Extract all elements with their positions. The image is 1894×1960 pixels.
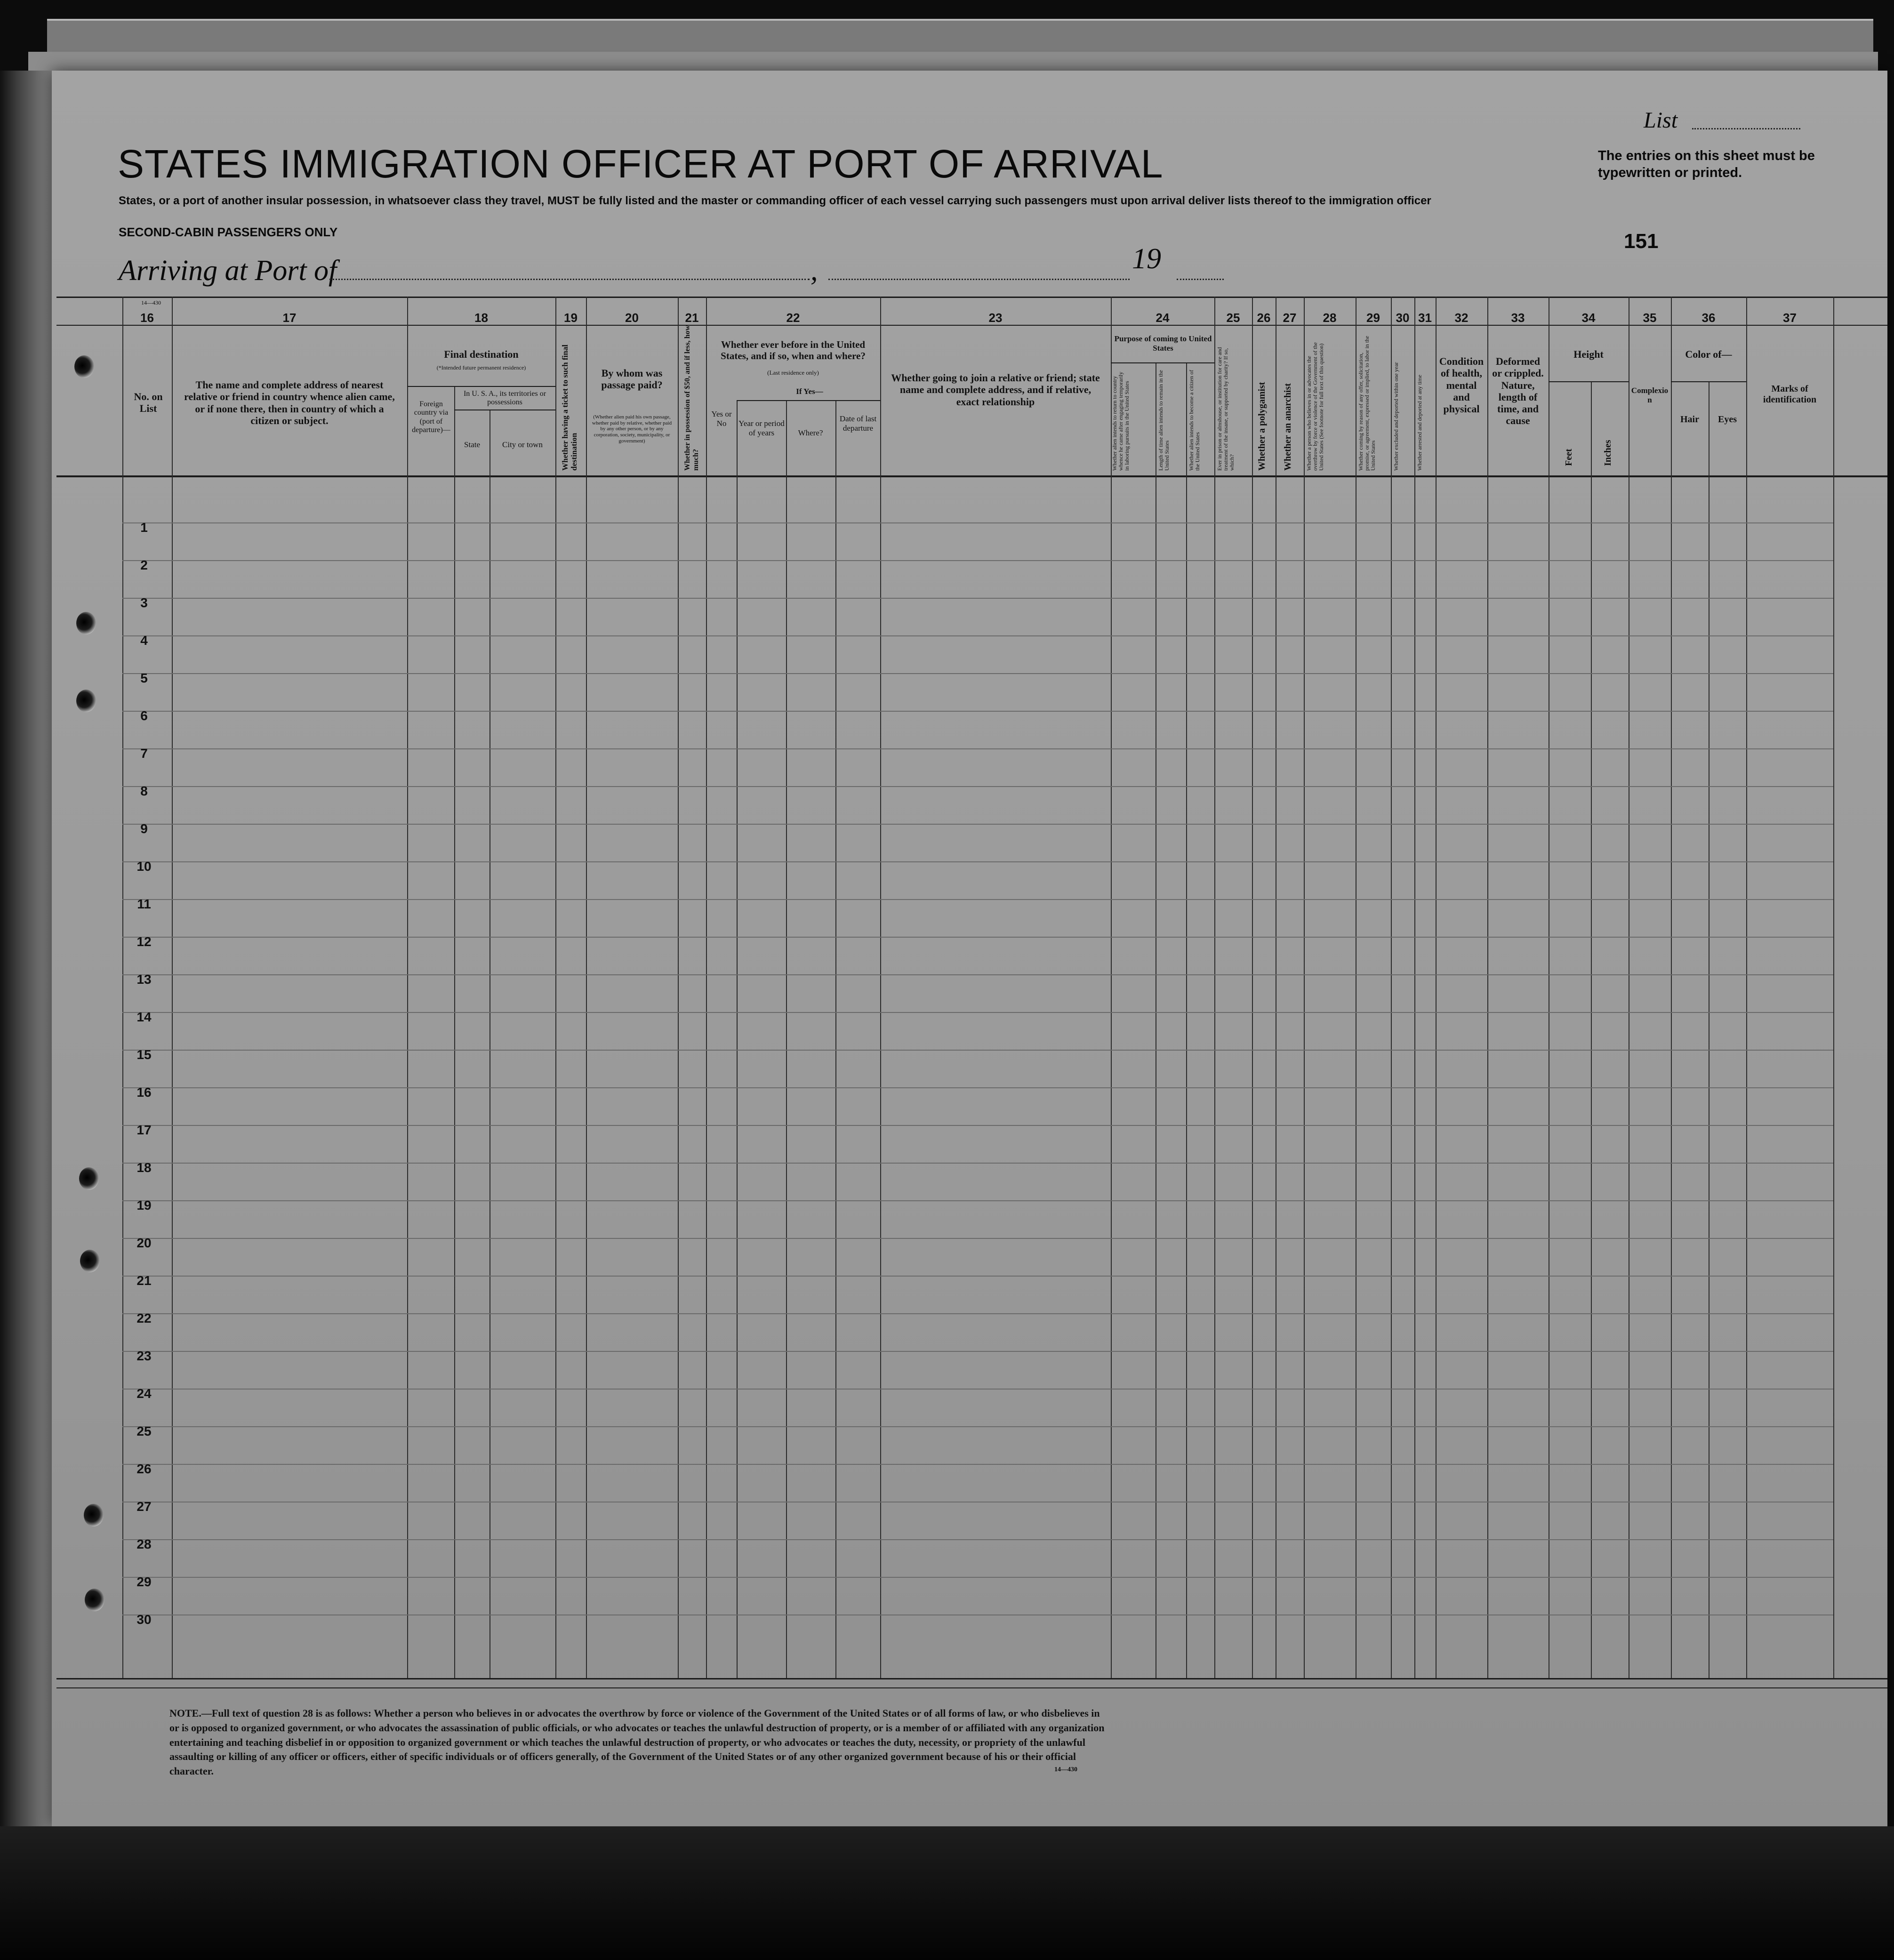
header-passage-paid: By whom was passage paid? xyxy=(601,367,663,391)
col-divider xyxy=(786,400,787,1678)
row-number: 8 xyxy=(140,784,148,798)
row-number: 28 xyxy=(136,1537,152,1551)
header-passage-paid-note: (Whether alien paid his own passage, whether paid by relative, whether paid by any other person, or by any corporation, society, municipality, or government) xyxy=(592,414,672,444)
header-city: City or town xyxy=(502,440,543,449)
col-divider xyxy=(737,400,738,1678)
header-overthrow: Whether a person who believes in or advocates the overthrow by force or violence of the Government of the United States (See footnote for full text of this question) xyxy=(1306,342,1325,471)
row-line xyxy=(122,1577,1833,1578)
header-health: Condition of health, mental and physical xyxy=(1439,355,1484,415)
row-line xyxy=(122,1464,1833,1465)
row-line xyxy=(122,1200,1833,1201)
header-feet: Feet xyxy=(1564,449,1574,466)
date-field[interactable] xyxy=(828,279,1130,280)
col-divider xyxy=(172,297,173,1678)
row-number: 19 xyxy=(136,1198,152,1213)
header-eyes: Eyes xyxy=(1718,414,1737,425)
form-mark-top: 14—430 xyxy=(141,299,161,306)
header-join-relative: Whether going to join a relative or friend; state name and complete address, and if relative, exact relationship xyxy=(891,372,1100,408)
col-divider xyxy=(1111,297,1112,1678)
entries-note: The entries on this sheet must be typewritten or printed. xyxy=(1598,148,1815,181)
row-number: 10 xyxy=(136,859,152,874)
column-number: 24 xyxy=(1156,311,1170,325)
row-line xyxy=(122,1050,1833,1051)
header-last-residence: (Last residence only) xyxy=(767,369,819,376)
header-yes-no: Yes or No xyxy=(711,410,732,428)
punch-hole xyxy=(80,1250,100,1272)
header-height: Height xyxy=(1573,348,1604,360)
row-line xyxy=(122,1125,1833,1126)
header-complexion: Complexion xyxy=(1631,386,1669,404)
column-number: 37 xyxy=(1783,311,1797,325)
header-years: Year or period of years xyxy=(738,419,785,437)
list-number-field xyxy=(1692,128,1800,129)
column-number: 25 xyxy=(1226,311,1240,325)
row-line xyxy=(122,974,1833,975)
row-number: 17 xyxy=(136,1123,152,1137)
column-number: 16 xyxy=(140,311,154,325)
header-anarchist: Whether an anarchist xyxy=(1283,383,1293,471)
header-inches: Inches xyxy=(1603,440,1613,466)
column-number: 28 xyxy=(1323,311,1337,325)
row-number: 5 xyxy=(140,671,148,685)
header-deformed: Deformed or crippled. Nature, length of time, and cause xyxy=(1492,355,1544,427)
arriving-label: Arriving at Port of xyxy=(119,255,337,287)
column-number: 23 xyxy=(988,311,1003,325)
row-line xyxy=(122,1238,1833,1239)
punch-hole xyxy=(85,1589,104,1611)
row-number: 15 xyxy=(136,1047,152,1062)
year-prefix: 19 xyxy=(1132,243,1161,275)
punch-hole xyxy=(84,1504,104,1526)
column-number: 17 xyxy=(282,311,297,325)
row-line xyxy=(122,1012,1833,1013)
row-number: 30 xyxy=(136,1612,152,1627)
row-line xyxy=(122,786,1833,787)
table-top-line xyxy=(56,297,1887,298)
col-divider xyxy=(678,297,679,1678)
header-last-departure: Date of last departure xyxy=(839,414,877,433)
row-number: 3 xyxy=(140,595,148,610)
row-line xyxy=(122,560,1833,561)
col-divider xyxy=(1436,297,1437,1678)
row-number: 4 xyxy=(140,633,148,648)
subheader-line xyxy=(1111,362,1214,363)
col-divider xyxy=(1214,297,1215,1678)
header-possession-50: Whether in possession of $50, and if less, how much? xyxy=(683,325,700,471)
header-excluded: Whether excluded and deported within one year xyxy=(1393,362,1399,471)
header-arrested: Whether arrested and deported at any time xyxy=(1416,375,1423,471)
row-line xyxy=(122,748,1833,749)
row-line xyxy=(122,635,1833,636)
header-prison: Ever in prison or almshouse, or institution for care and treatment of the insane, or supported by charity? If so, which? xyxy=(1216,347,1236,471)
column-number: 36 xyxy=(1701,311,1716,325)
header-color-of: Color of— xyxy=(1685,348,1732,360)
row-number: 23 xyxy=(136,1349,152,1363)
row-number: 24 xyxy=(136,1386,152,1401)
instruction-line: States, or a port of another insular possession, in whatsoever class they travel, MUST be fully listed and the master or commanding officer of each vessel carrying such passengers must upon arrival deliver lists thereof to the immigration officer xyxy=(119,194,1431,207)
row-line xyxy=(122,598,1833,599)
column-number: 34 xyxy=(1581,311,1596,325)
footer-line xyxy=(56,1687,1887,1688)
column-number: 22 xyxy=(786,311,800,325)
page-title: STATES IMMIGRATION OFFICER AT PORT OF ARRIVAL xyxy=(118,142,1164,186)
list-label: List xyxy=(1644,108,1678,133)
header-offer-labor: Whether coming by reason of any offer, solicitation, promise, or agreement, expressed or implied, to labor in the United States xyxy=(1357,336,1377,471)
col-divider xyxy=(586,297,587,1678)
header-state: State xyxy=(464,440,480,449)
header-ever-before: Whether ever before in the United States, and if so, when and where? xyxy=(721,339,866,362)
col-divider xyxy=(1304,297,1305,1678)
col-divider xyxy=(555,297,556,1678)
punch-hole xyxy=(74,355,94,378)
subheader-line xyxy=(407,386,555,387)
punch-hole xyxy=(76,690,96,712)
column-number: 27 xyxy=(1283,311,1297,325)
header-usa: In U. S. A., its territories or possessions xyxy=(463,390,546,407)
punch-hole xyxy=(76,612,96,635)
column-number: 33 xyxy=(1511,311,1525,325)
row-number: 18 xyxy=(136,1160,152,1175)
year-field[interactable] xyxy=(1177,279,1224,280)
header-where: Where? xyxy=(798,428,823,437)
subheader-line xyxy=(737,400,880,401)
header-hair: Hair xyxy=(1680,414,1699,425)
row-line xyxy=(122,937,1833,938)
col-divider xyxy=(1414,297,1415,1678)
row-number: 14 xyxy=(136,1010,152,1024)
col-divider xyxy=(454,386,455,1678)
header-polygamist: Whether a polygamist xyxy=(1257,382,1267,471)
header-marks: Marks of identification xyxy=(1763,384,1817,405)
form-mark: 14—430 xyxy=(1054,1766,1077,1773)
header-purpose-length: Length of time alien intends to remain in the United States xyxy=(1157,370,1171,471)
col-divider xyxy=(1591,381,1592,1678)
column-number: 18 xyxy=(474,311,488,325)
column-number: 29 xyxy=(1366,311,1380,325)
row-number: 2 xyxy=(140,558,148,572)
col-divider xyxy=(1487,297,1488,1678)
row-number: 16 xyxy=(136,1085,152,1100)
sheet-number: 151 xyxy=(1624,230,1659,253)
header-foreign-country: Foreign country via (port of departure)— xyxy=(412,400,450,434)
col-divider xyxy=(122,297,123,1678)
row-line xyxy=(122,1276,1833,1277)
header-purpose: Purpose of coming to United States xyxy=(1114,334,1212,353)
subheader-line xyxy=(1671,381,1746,382)
col-divider xyxy=(1252,297,1253,1678)
col-divider xyxy=(706,297,707,1678)
row-line xyxy=(122,1539,1833,1540)
header-if-yes: If Yes— xyxy=(796,387,823,396)
class-label: SECOND-CABIN PASSENGERS ONLY xyxy=(119,225,338,239)
row-line xyxy=(122,1426,1833,1427)
col-divider xyxy=(1671,297,1672,1678)
row-number: 20 xyxy=(136,1236,152,1250)
col-divider xyxy=(407,297,408,1678)
row-line xyxy=(122,1087,1833,1088)
port-field[interactable] xyxy=(329,279,810,280)
row-number: 6 xyxy=(140,708,148,723)
column-number: 26 xyxy=(1257,311,1271,325)
header-final-destination: Final destination xyxy=(444,348,519,360)
binding-edge xyxy=(0,71,56,1840)
comma-separator: , xyxy=(811,255,818,287)
row-number: 25 xyxy=(136,1424,152,1438)
row-line xyxy=(122,899,1833,900)
row-line xyxy=(122,711,1833,712)
col-divider xyxy=(1833,297,1834,1678)
header-ticket: Whether having a ticket to such final destination xyxy=(561,345,578,471)
row-line xyxy=(122,1389,1833,1390)
column-number: 31 xyxy=(1418,311,1432,325)
row-number: 26 xyxy=(136,1462,152,1476)
row-number: 9 xyxy=(140,821,148,836)
column-number: 32 xyxy=(1454,311,1469,325)
row-line xyxy=(122,522,1833,523)
manifest-sheet xyxy=(52,71,1887,1826)
subheader-line xyxy=(1549,381,1629,382)
column-number: 30 xyxy=(1396,311,1410,325)
col-divider xyxy=(1746,297,1747,1678)
header-nearest-relative: The name and complete address of nearest relative or friend in country whence alien came, or if none there, then in country of which a citizen or subject. xyxy=(184,379,395,426)
row-number: 29 xyxy=(136,1574,152,1589)
footnote-question-28: NOTE.—Full text of question 28 is as follows: Whether a person who believes in or advocates the overthrow by force or violence of the Government of the United States or of all forms of law, or who disbelieves in or is opposed to organized government, or who advocates the assassination of public officials, or who advocates or teaches the unlawful destruction of property, or is a member of or affiliated with any organization entertaining and teaching disbelief in or opposition to organized government or which teaches the unlawful destruction of property, or who advocates or teaches the duty, necessity, or propriety of the unlawful assaulting or killing of any officer or officers, either of specific individuals or of officers generally, of the Government of the United States or of any other organized government because of his or their official character. xyxy=(169,1707,1105,1777)
row-number: 22 xyxy=(136,1311,152,1325)
row-number: 13 xyxy=(136,972,152,987)
header-no-on-list: No. on List xyxy=(134,391,163,415)
column-number: 20 xyxy=(625,311,639,325)
row-number: 1 xyxy=(140,520,148,535)
header-bottom-line xyxy=(56,475,1887,477)
column-number: 35 xyxy=(1643,311,1657,325)
header-purpose-citizen: Whether alien intends to become a citizen of the United States xyxy=(1188,370,1201,471)
row-line xyxy=(122,1313,1833,1314)
row-line xyxy=(122,861,1833,862)
header-final-destination-note: (*Intended future permanent residence) xyxy=(436,364,526,371)
column-number: 19 xyxy=(564,311,578,325)
row-number: 21 xyxy=(136,1273,152,1288)
column-number: 21 xyxy=(685,311,699,325)
punch-hole xyxy=(79,1167,99,1190)
col-divider xyxy=(1391,297,1392,1678)
row-line xyxy=(122,1351,1833,1352)
row-line xyxy=(122,673,1833,674)
row-number: 27 xyxy=(136,1499,152,1514)
row-line xyxy=(122,824,1833,825)
row-number: 12 xyxy=(136,934,152,949)
row-number: 7 xyxy=(140,746,148,761)
col-divider xyxy=(880,297,881,1678)
row-number: 11 xyxy=(137,897,151,911)
table-bottom-line xyxy=(56,1678,1887,1679)
header-purpose-return: Whether alien intends to return to country whence he came after engaging temporarily in laboring pursuits in the United States xyxy=(1111,371,1131,471)
scan-background xyxy=(0,1826,1894,1960)
row-line xyxy=(122,1163,1833,1164)
col-divider xyxy=(835,400,836,1678)
